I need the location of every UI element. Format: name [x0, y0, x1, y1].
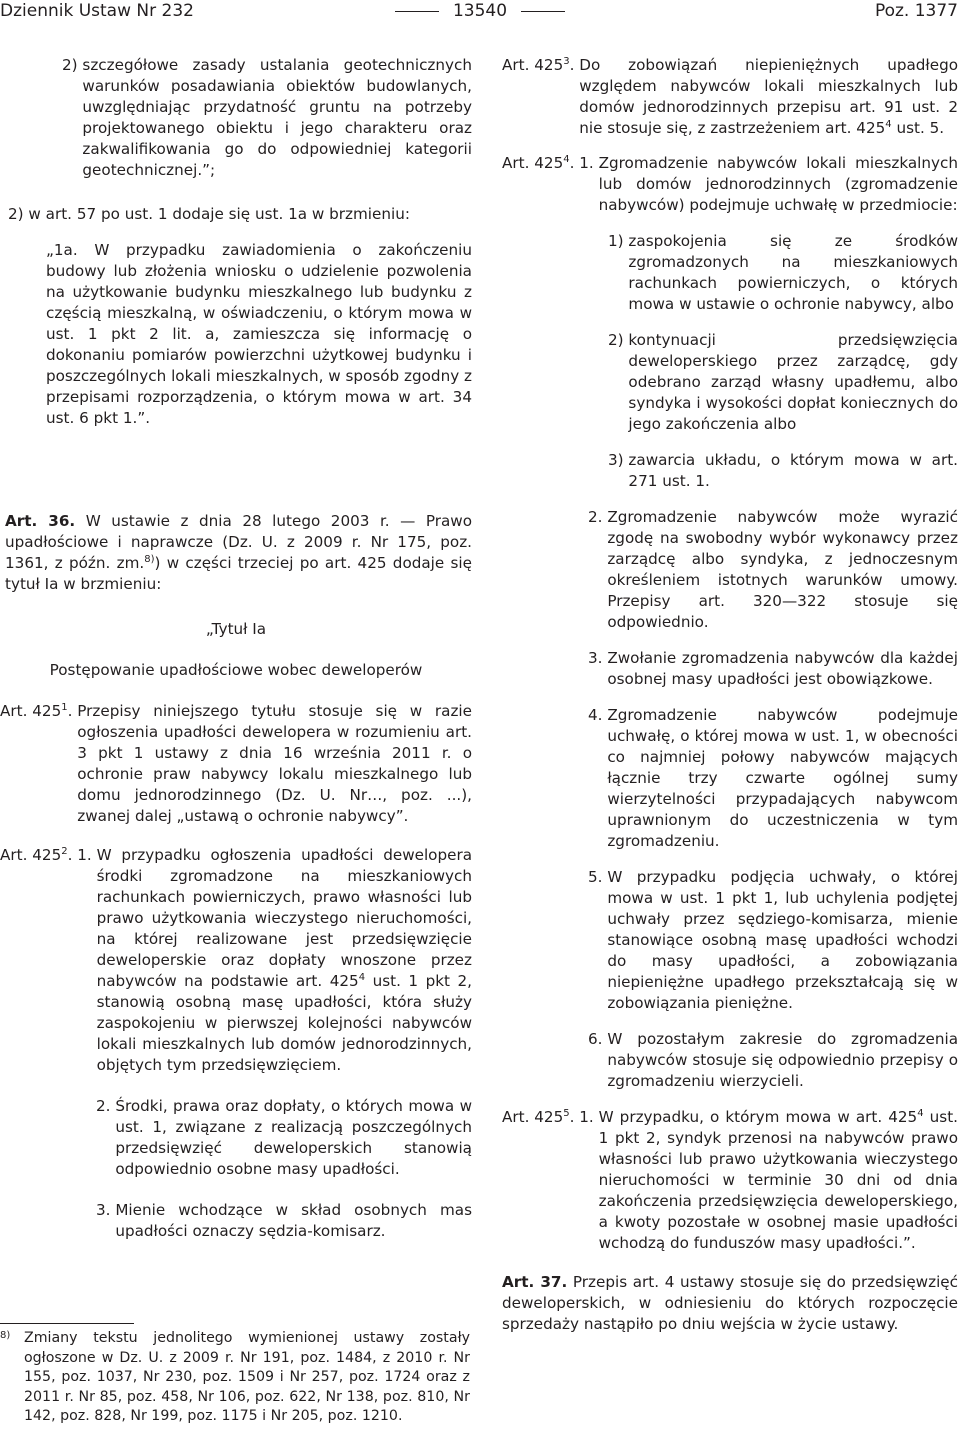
position-number: Poz. 1377 — [874, 1, 958, 21]
art-425-1: Art. $425^1$. Przepisy niniejszego tytułu stosuje się w razie ogłoszenia upadłości dewelopera w rozumieniu art. 3 pkt 1 ustawy z dnia 16 września 2011 r. o ochronie praw nabywcy lokalu mieszkalnego lub domu jednorodzinnego (Dz. U. Nr…, poz. ...), zwanej dalej „ustawą o ochronie nabywcy”. — [0, 702, 472, 825]
art-425-2-text: W przypadku ogłoszenia upadłości dewelopera środki zgromadzone na mieszkaniowych rachunkach powierniczych, prawo własności lub prawo użytkowania wieczystego nieruchomości, na której realizowane jest przedsięwzięcie deweloperskie oraz dopłaty wnoszone przez nabywców na podstawie art. $425^4$ ust. 1 pkt 2, stanowią osobną masę upadłości, która służy zaspokojeniu w pierwszej kolejności nabywców lokali mieszkalnych lub domów jednorodzinnych, objętych tym przedsięwzięciem. — [96, 846, 472, 1074]
dash-right — [521, 11, 565, 12]
item-2-regulation: 2) szczegółowe zasady ustalania geotechnicznych warunków posadawiania obiektów budowlanych, uwzględniając przydatność gruntu na potrzeby projektowanego obiektu i jego charakteru oraz zakwalifikowania go do odpowiedniej kategorii geotechnicznej.”; — [62, 56, 472, 179]
page-header — [0, 0, 960, 22]
title-heading: „Tytuł Ia — [205, 620, 267, 638]
change-2-art57: 2) w art. 57 po ust. 1 dodaje się ust. 1a w brzmieniu: — [8, 205, 410, 223]
title-name: Postępowanie upadłościowe wobec deweloperów — [49, 661, 423, 679]
art-425-5: Art. $425^5$. 1. W przypadku, o którym mowa w art. $425^4$ ust. 1 pkt 2, syndyk przenosi na nabywców prawo własności lub prawo użytkowania wieczystego nieruchomości w terminie 30 dni od dnia zakończenia przedsięwzięcia deweloperskiego, a kwoty pozostałe w osobnej masie upadłości wchodzą do funduszów masy upadłości.”. — [502, 1108, 958, 1252]
art-425-3-text: Do zobowiązań niepieniężnych upadłego względem nabywców lokali mieszkalnych lub domów jednorodzinnych przepisu art. 91 ust. 2 nie stosuje się, z zastrzeżeniem art. $425^4$ ust. 5. — [579, 56, 958, 137]
footnote-rule — [0, 1323, 134, 1324]
art-425-4-item-3: 3) zawarcia układu, o którym mowa w art. 271 ust. 1. — [608, 451, 958, 490]
footnote-mark: 8) — [0, 1330, 11, 1341]
art-425-4-text: Zgromadzenie nabywców lokali mieszkalnych lub domów jednorodzinnych (zgromadzenie nabywców) podejmuje uchwałę w przedmiocie: — [598, 154, 958, 214]
art-425-2: Art. $425^2$. 1. W przypadku ogłoszenia upadłości dewelopera środki zgromadzone na mieszkaniowych rachunkach powierniczych, prawo własności lub prawo użytkowania wieczystego nieruchomości, na której realizowane jest przedsięwzięcie deweloperskie oraz dopłaty wnoszone przez nabywców na podstawie art. $425^4$ ust. 1 pkt 2, stanowią osobną masę upadłości, która służy zaspokojeniu w pierwszej kolejności nabywców lokali mieszkalnych lub domów jednorodzinnych, objętych tym przedsięwzięciem. — [0, 846, 472, 1074]
art-425-4-ust-5: 5. W przypadku podjęcia uchwały, o której mowa w ust. 1 pkt 1, lub uchylenia podjętej uchwały przez sędziego-komisarza, mienie stanowiące osobną masę upadłości wchodzi do masy upadłości, a zobowiązania niepieniężne upadłego przekształcają się w zobowiązania pieniężne. — [588, 868, 958, 1012]
footnote-8 — [0, 1329, 470, 1427]
art-425-3: Art. $425^3$. Do zobowiązań niepieniężnych upadłego względem nabywców lokali mieszkalnych lub domów jednorodzinnych przepisu art. 91 ust. 2 nie stosuje się, z zastrzeżeniem art. $425^4$ ust. 5. — [502, 56, 958, 137]
art-36: Art. 36. W ustawie z dnia 28 lutego 2003 r. — Prawo upadłościowe i naprawcze (Dz. U. z 2009 r. Nr 175, poz. 1361, z późn. zm.$^{8)}$) w części trzeciej po art. 425 dodaje się tytuł Ia w brzmieniu: — [5, 512, 473, 593]
page-number: 13540 — [452, 1, 508, 21]
art-425-4-ust-2: 2. Zgromadzenie nabywców może wyrazić zgodę na swobodny wybór wykonawcy przez zarządcę albo syndyka, z jednoczesnym określeniem istotnych warunków umowy. Przepisy art. 320—322 stosuje się odpowiednio. — [588, 508, 958, 631]
journal-title: Dziennik Ustaw Nr 232 — [0, 1, 194, 21]
left-column — [0, 55, 473, 1242]
art-425-4-item-1: 1) zaspokojenia się ze środków zgromadzonych na mieszkaniowych rachunkach powierniczych, o których mowa w ustawie o ochronie nabywcy, albo — [608, 232, 958, 313]
dash-left — [395, 11, 439, 12]
art-425-4-ust-3: 3. Zwołanie zgromadzenia nabywców dla każdej osobnej masy upadłości jest obowiązkowe. — [588, 649, 958, 688]
art-425-2-ust-2: 2. Środki, prawa oraz dopłaty, o których mowa w ust. 1, związane z realizacją poszczególnych przedsięwzięć deweloperskich stanowią odpowiednio osobne masy upadłości. — [96, 1097, 472, 1178]
art-37: Art. 37. Przepis art. 4 ustawy stosuje się do przedsięwzięć deweloperskich, w odniesieniu do których rozpoczęcie sprzedaży nastąpiło po dniu wejścia w życie ustawy. — [502, 1273, 958, 1333]
item-2-text: szczegółowe zasady ustalania geotechnicznych warunków posadawiania obiektów budowlanych, uwzględniając przydatność gruntu na potrzeby projektowanego obiektu i jego charakteru oraz zakwalifikowania go do odpowiedniej kategorii geotechnicznej.”; — [82, 56, 472, 179]
art-425-4-item-2: 2) kontynuacji przedsięwzięcia deweloperskiego przez zarządcę, gdy odebrano zarząd własny upadłemu, albo syndyka i wysokości dopłat koniecznych do jego zakończenia albo — [608, 331, 958, 433]
footnote-ref-8: 8) — [144, 554, 155, 565]
art-425-2-ust-3: 3. Mienie wchodzące w skład osobnych mas upadłości oznaczy sędzia-komisarz. — [96, 1201, 472, 1240]
art-425-4-ust-4: 4. Zgromadzenie nabywców podejmuje uchwałę, o której mowa w ust. 1, w obecności co najmniej połowy nabywców mających łącznie trzy czwarte ogólnej sumy wierzytelności przypadających nabywcom uprawnionym do uczestniczenia w tym zgromadzeniu. — [588, 706, 958, 850]
art-425-5-text: W przypadku, o którym mowa w art. $425^4$ ust. 1 pkt 2, syndyk przenosi na nabywców prawo własności lub prawo użytkowania wieczystego nieruchomości w terminie 30 dni od dnia zakończenia przedsięwzięcia deweloperskiego, a kwoty pozostałe w osobnej masie upadłości wchodzą do funduszów masy upadłości.”. — [598, 1108, 958, 1252]
page-number-block — [0, 0, 960, 22]
right-column — [502, 55, 958, 1335]
paragraph-1a: „1a. W przypadku zawiadomienia o zakończeniu budowy lub złożenia wniosku o udzielenie pozwolenia na użytkowanie budynku mieszkalnego lub budynku z częścią mieszkalną, w oświadczeniu, o którym mowa w ust. 1 pkt 2 lit. a, zamieszcza się informację o dokonaniu pomiarów powierzchni użytkowej budynku i poszczególnych lokali mieszkalnych, w sposób zgodny z przepisami rozporządzenia, o którym mowa w art. 34 ust. 6 pkt 1.”. — [46, 241, 472, 427]
art-425-4: Art. $425^4$. 1. Zgromadzenie nabywców lokali mieszkalnych lub domów jednorodzinnych (zgromadzenie nabywców) podejmuje uchwałę w przedmiocie: — [502, 154, 958, 214]
art-425-4-ust-6: 6. W pozostałym zakresie do zgromadzenia nabywców stosuje się odpowiednio przepisy o zgromadzeniu wierzycieli. — [588, 1030, 958, 1090]
art-425-1-text: Przepisy niniejszego tytułu stosuje się w razie ogłoszenia upadłości dewelopera w rozumieniu art. 3 pkt 1 ustawy z dnia 16 września 2011 r. o ochronie praw nabywcy lokalu mieszkalnego lub domu jednorodzinnego (Dz. U. Nr…, poz. ...), zwanej dalej „ustawą o ochronie nabywcy”. — [77, 702, 472, 825]
footnote-text: Zmiany tekstu jednolitego wymienionej ustawy zostały ogłoszone w Dz. U. z 2009 r. Nr 191, poz. 1484, z 2010 r. Nr 155, poz. 1037, Nr 230, poz. 1509 i Nr 257, poz. 1724 oraz z 2011 r. Nr 85, poz. 458, Nr 106, poz. 622, Nr 138, poz. 810, Nr 142, poz. 828, Nr 199, poz. 1175 i Nr 205, poz. 1210. — [24, 1330, 470, 1424]
